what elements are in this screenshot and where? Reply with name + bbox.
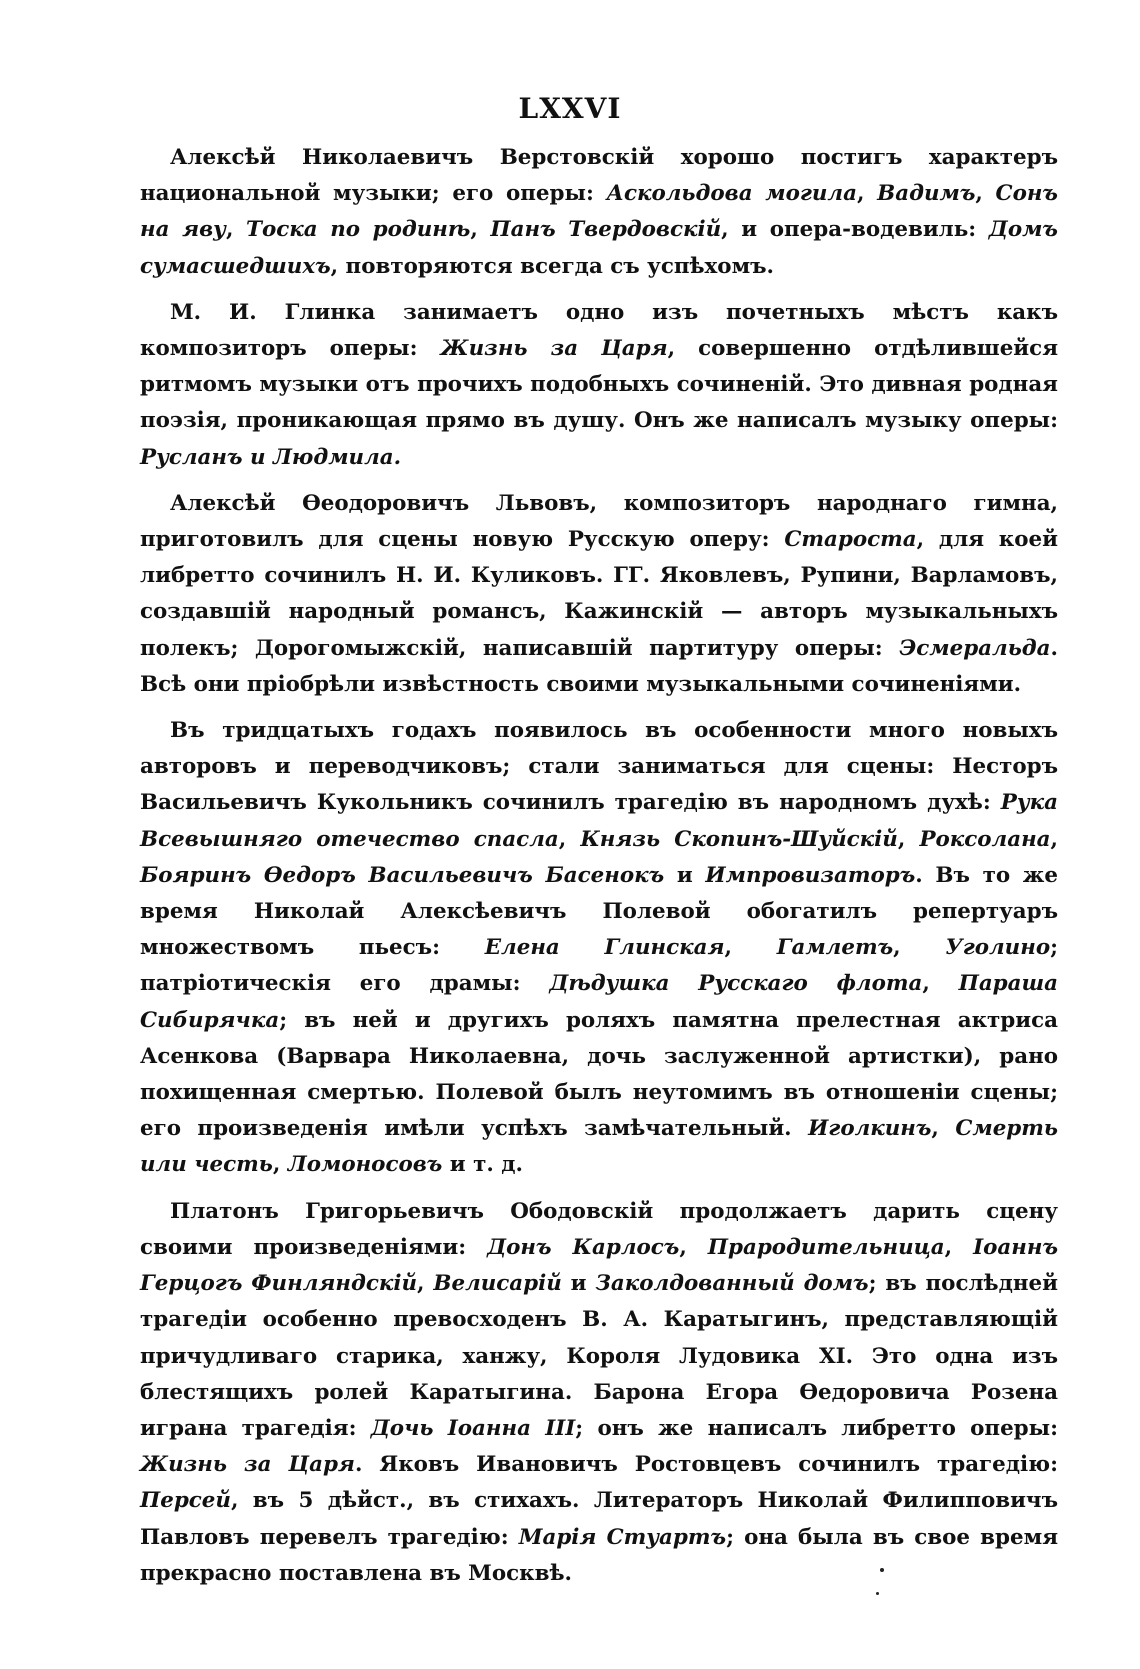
text-run: и [561,1271,596,1297]
scan-speck [876,1592,879,1595]
work-title: Дѣдушка Русскаго флота [549,971,923,997]
work-title: Сонъ на яву [140,181,1058,243]
work-title: Домъ сумасшедшихъ [140,217,1058,279]
text-run: ; въ послѣдней трагедіи особенно превосходенъ В. А. Каратыгинъ, представляющій причудливаго старика, ханжу, Короля Лудовика XI. Это одна изъ блестящихъ ролей Каратыгина. Барона Егора Ѳедоровича Розена играна трагедія: [140,1271,1058,1441]
text-run: , [724,935,777,961]
work-title: Иголкинъ [808,1116,932,1142]
work-title: Гамлетъ [776,935,894,961]
body-text [140,140,1058,1592]
work-title: Елена Глинская [484,935,725,961]
work-title: Параша Сибирячка [140,971,1058,1033]
text-run: , [470,217,491,243]
work-title: Эсмеральда [899,635,1051,661]
text-run: Платонъ Григорьевичъ Ободовскій продолжаетъ дарить сцену своими произведеніями: [140,1198,1058,1260]
text-run: , [1050,826,1058,852]
text-run: ; онъ же написалъ либретто оперы: [575,1415,1058,1441]
paragraph [140,140,1058,285]
work-title: Велисарій [433,1271,562,1297]
work-title: Князь Скопинъ-Шуйскій [580,826,898,852]
work-title: Староста [784,527,917,553]
work-title: Прародительница [707,1234,945,1260]
text-run: , повторяются всегда съ успѣхомъ. [330,253,775,279]
paragraph [140,295,1058,476]
work-title: Іоаннъ Герцогъ Финляндскій [140,1234,1058,1297]
work-title: Бояринъ Ѳедоръ Васильевичъ Басенокъ [140,862,665,888]
page-number: LXXVI [518,92,622,125]
text-run: , [931,1116,956,1142]
work-title: Жизнь за Царя [440,336,668,362]
text-run: . Всѣ они пріобрѣли извѣстность своими музыкальными сочиненіями. [140,635,1058,697]
work-title: Импровизаторъ [705,862,916,888]
work-title: Смерть или честь [140,1116,1058,1178]
text-run: Въ тридцатыхъ годахъ появилось въ особенности много новыхъ авторовъ и переводчиковъ; стали заниматься для сцены: Несторъ Васильевичъ Кукольникъ сочинилъ трагедію въ народномъ духѣ: [140,718,1058,816]
text-run: , [225,217,247,243]
text-run: , [417,1271,434,1297]
text-run: , совершенно отдѣлившейся ритмомъ музыки отъ прочихъ подобныхъ сочиненій. Это дивная родная поэзія, проникающая прямо въ душу. Онъ же написалъ музыку оперы: [140,336,1058,434]
text-run: , [856,181,878,207]
work-title: Тоска по родинѣ [246,217,471,243]
work-title: Уголино [945,935,1051,961]
text-run: , [897,826,920,852]
work-title: Русланъ и Людмила. [140,444,402,470]
text-run: , [893,935,946,961]
paragraph [140,1194,1058,1592]
work-title: Роксолана [919,826,1051,852]
text-run: , [922,971,959,997]
text-run: , [975,181,996,207]
text-run: , [944,1234,974,1260]
paragraph [140,713,1058,1184]
text-run: , [558,826,581,852]
text-run: . Яковъ Ивановичъ Ростовцевъ сочинилъ трагедію: [354,1452,1058,1478]
work-title: Жизнь за Царя [140,1452,355,1478]
text-run: Алексѣй Николаевичъ Верстовскій хорошо постигъ характеръ национальной музыки; его оперы: [140,145,1058,207]
text-run: и т. д. [442,1152,523,1178]
text-run: . Въ то же время Николай Алексѣевичъ Полевой обогатилъ репертуаръ множествомъ пьесъ: [140,862,1058,961]
text-run: и [664,862,706,888]
work-title: Дочь Іоанна III [370,1415,576,1441]
work-title: Заколдованный домъ [595,1271,869,1297]
work-title: Аскольдова могила [606,181,857,207]
text-run: , [679,1234,708,1260]
work-title: Донъ Карлосъ [487,1234,680,1260]
text-run: ; въ ней и другихъ роляхъ памятна прелестная актриса Асенкова (Варвара Николаевна, дочь заслуженной артистки), рано похищенная смертью. Полевой былъ неутомимъ въ отношеніи сцены; его произведенія имѣли успѣхъ замѣчательный. [140,1007,1058,1142]
work-title: Панъ Твердовскій [490,217,722,243]
text-run: , [272,1152,288,1178]
scan-speck [880,1568,884,1572]
work-title: Ломоносовъ [287,1152,443,1178]
text-run: ; она была въ свое время прекрасно поставлена въ Москвѣ. [140,1524,1058,1586]
text-run: , въ 5 дѣйст., въ стихахъ. Литераторъ Николай Филипповичъ Павловъ перевелъ трагедію: [140,1488,1058,1550]
text-run: , и опера-водевиль: [721,217,989,243]
text-run: Алексѣй Ѳеодоровичъ Львовъ, композиторъ народнаго гимна, приготовилъ для сцены новую Русскую оперу: [140,490,1058,553]
work-title: Вадимъ [877,181,976,207]
text-run: , для коей либретто сочинилъ Н. И. Куликовъ. ГГ. Яковлевъ, Рупини, Варламовъ, создавшій народный романсъ, Кажинскій — авторъ музыкальныхъ полекъ; Дорогомыжскій, написавшій партитуру оперы: [140,527,1058,661]
text-run: М. И. Глинка занимаетъ одно изъ почетныхъ мѣстъ какъ композиторъ оперы: [140,299,1058,362]
work-title: Персей [140,1488,231,1514]
work-title: Рука Всевышняго отечество спасла [140,790,1058,852]
paragraph [140,486,1058,703]
text-run: ; патріотическія его драмы: [140,935,1058,997]
work-title: Марія Стуартъ [518,1524,727,1550]
